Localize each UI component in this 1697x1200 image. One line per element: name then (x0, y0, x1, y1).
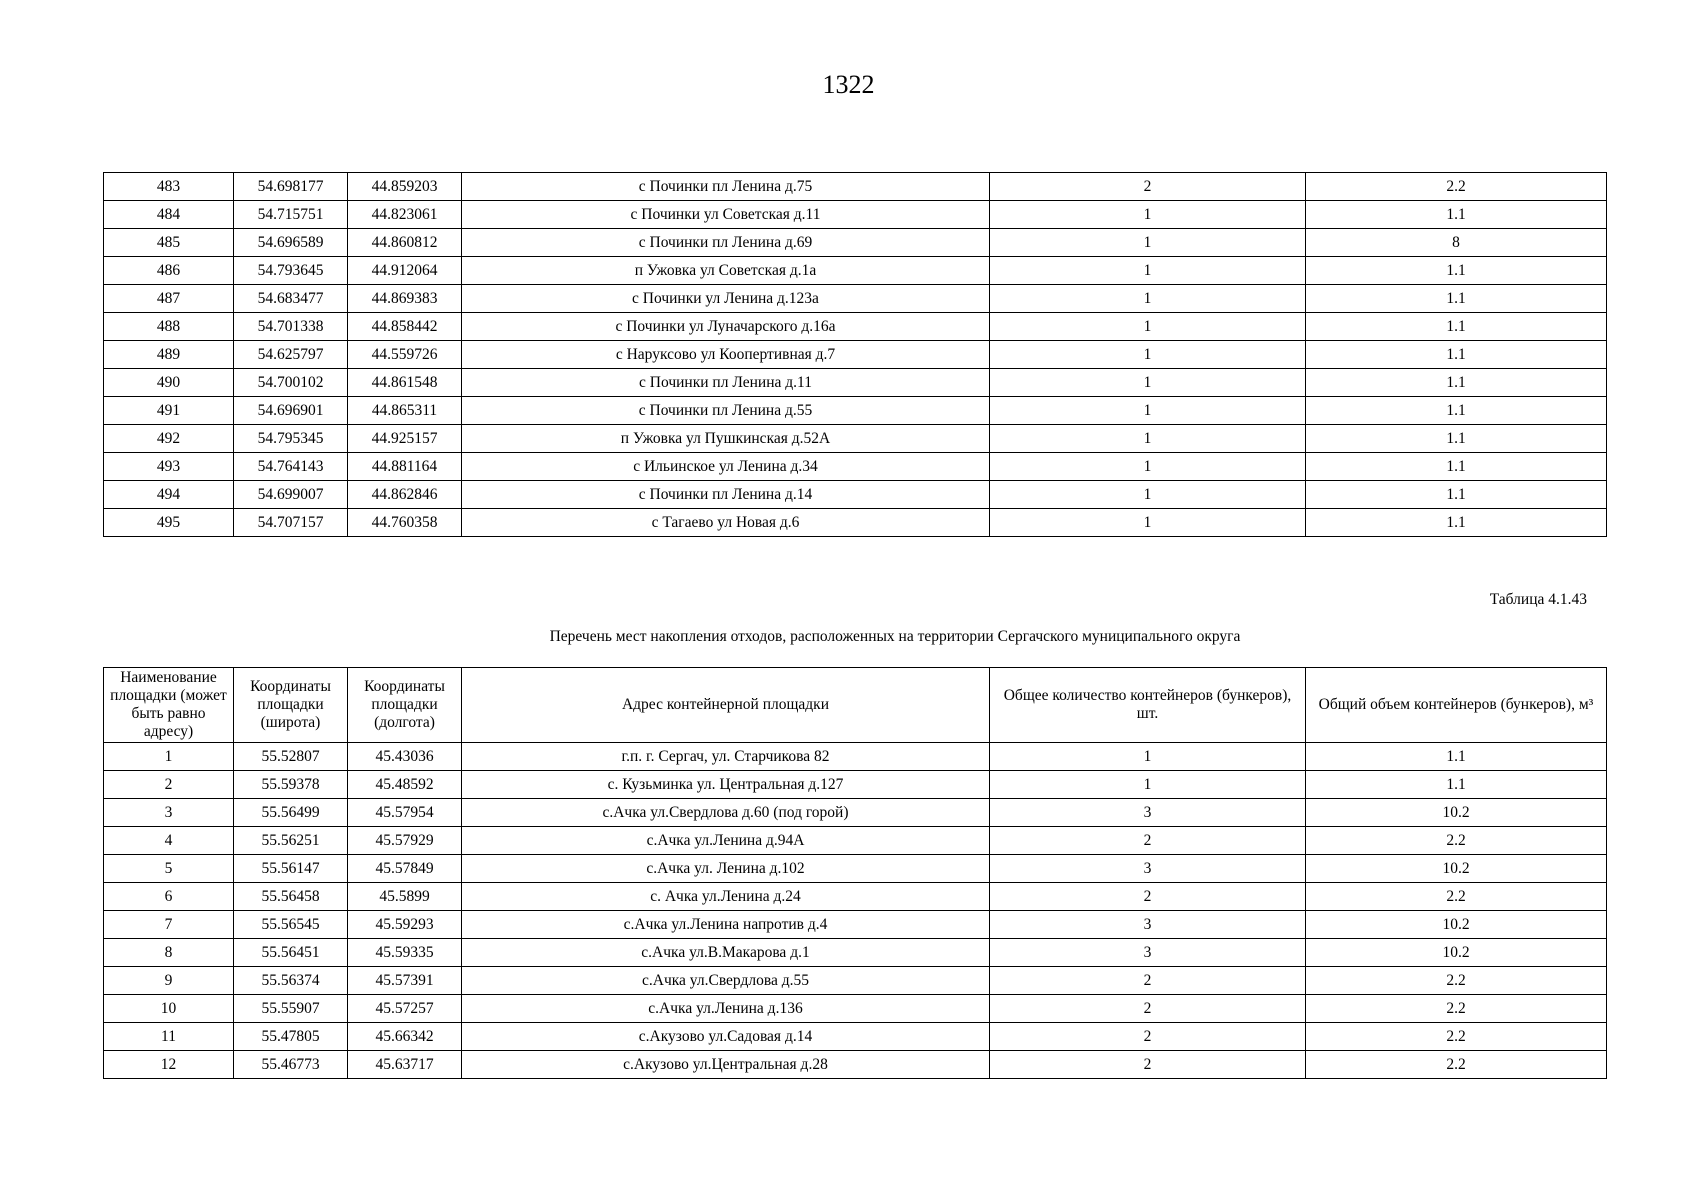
cell-container-count: 1 (990, 229, 1306, 257)
cell-longitude: 45.48592 (348, 771, 462, 799)
cell-latitude: 55.59378 (234, 771, 348, 799)
cell-site-name: 6 (104, 883, 234, 911)
cell-longitude: 45.63717 (348, 1051, 462, 1079)
cell-site-name: 489 (104, 341, 234, 369)
cell-longitude: 44.925157 (348, 425, 462, 453)
cell-site-name: 492 (104, 425, 234, 453)
table-row (104, 911, 1607, 939)
cell-site-name: 490 (104, 369, 234, 397)
cell-address: п Ужовка ул Пушкинская д.52А (462, 425, 990, 453)
cell-latitude: 54.795345 (234, 425, 348, 453)
cell-longitude: 44.881164 (348, 453, 462, 481)
cell-latitude: 54.764143 (234, 453, 348, 481)
cell-container-count: 1 (990, 313, 1306, 341)
cell-latitude: 55.55907 (234, 995, 348, 1023)
cell-address: с.Ачка ул.Свердлова д.55 (462, 967, 990, 995)
cell-latitude: 54.701338 (234, 313, 348, 341)
cell-longitude: 45.59293 (348, 911, 462, 939)
table-row (104, 425, 1607, 453)
header-container-volume: Общий объем контейнеров (бункеров), м³ (1306, 668, 1607, 743)
cell-container-volume: 1.1 (1306, 771, 1607, 799)
cell-address: с.Акузово ул.Центральная д.28 (462, 1051, 990, 1079)
cell-site-name: 491 (104, 397, 234, 425)
cell-container-volume: 2.2 (1306, 883, 1607, 911)
cell-address: г.п. г. Сергач, ул. Старчикова 82 (462, 743, 990, 771)
cell-container-volume: 2.2 (1306, 967, 1607, 995)
header-site-name: Наименование площадки (может быть равно адресу) (104, 668, 234, 743)
cell-latitude: 55.46773 (234, 1051, 348, 1079)
header-container-count: Общее количество контейнеров (бункеров), шт. (990, 668, 1306, 743)
cell-site-name: 486 (104, 257, 234, 285)
cell-container-volume: 8 (1306, 229, 1607, 257)
cell-site-name: 2 (104, 771, 234, 799)
cell-container-volume: 2.2 (1306, 173, 1607, 201)
table-row (104, 313, 1607, 341)
cell-container-volume: 10.2 (1306, 855, 1607, 883)
cell-site-name: 495 (104, 509, 234, 537)
cell-longitude: 44.559726 (348, 341, 462, 369)
cell-container-volume: 1.1 (1306, 743, 1607, 771)
cell-address: с Ильинское ул Ленина д.34 (462, 453, 990, 481)
cell-container-count: 2 (990, 883, 1306, 911)
table-row (104, 369, 1607, 397)
previous-table-body (104, 173, 1607, 537)
table-row (104, 453, 1607, 481)
table-row (104, 201, 1607, 229)
cell-address: с. Кузьминка ул. Центральная д.127 (462, 771, 990, 799)
cell-latitude: 55.47805 (234, 1023, 348, 1051)
cell-container-count: 3 (990, 939, 1306, 967)
table-row (104, 743, 1607, 771)
cell-container-count: 1 (990, 285, 1306, 313)
cell-container-count: 1 (990, 743, 1306, 771)
cell-container-count: 1 (990, 453, 1306, 481)
cell-container-volume: 10.2 (1306, 911, 1607, 939)
cell-address: с.Ачка ул. Ленина д.102 (462, 855, 990, 883)
cell-latitude: 54.700102 (234, 369, 348, 397)
cell-address: с Починки ул Ленина д.123а (462, 285, 990, 313)
cell-container-volume: 2.2 (1306, 1023, 1607, 1051)
cell-container-count: 2 (990, 1023, 1306, 1051)
table-row (104, 995, 1607, 1023)
cell-longitude: 44.865311 (348, 397, 462, 425)
cell-longitude: 45.59335 (348, 939, 462, 967)
cell-site-name: 7 (104, 911, 234, 939)
cell-container-volume: 1.1 (1306, 481, 1607, 509)
cell-longitude: 44.760358 (348, 509, 462, 537)
cell-container-volume: 2.2 (1306, 827, 1607, 855)
cell-container-volume: 1.1 (1306, 201, 1607, 229)
table-row (104, 855, 1607, 883)
cell-container-count: 1 (990, 257, 1306, 285)
cell-address: с Тагаево ул Новая д.6 (462, 509, 990, 537)
cell-address: с.Ачка ул.Свердлова д.60 (под горой) (462, 799, 990, 827)
cell-container-volume: 10.2 (1306, 939, 1607, 967)
cell-container-count: 2 (990, 173, 1306, 201)
cell-address: с Починки пл Ленина д.14 (462, 481, 990, 509)
cell-address: с Наруксово ул Коопертивная д.7 (462, 341, 990, 369)
waste-sites-table-body (104, 743, 1607, 1079)
table-row (104, 229, 1607, 257)
cell-container-count: 3 (990, 799, 1306, 827)
cell-site-name: 493 (104, 453, 234, 481)
cell-latitude: 54.715751 (234, 201, 348, 229)
cell-container-volume: 1.1 (1306, 285, 1607, 313)
cell-site-name: 487 (104, 285, 234, 313)
cell-longitude: 45.5899 (348, 883, 462, 911)
cell-container-volume: 1.1 (1306, 341, 1607, 369)
table-row (104, 967, 1607, 995)
table-row (104, 771, 1607, 799)
cell-longitude: 45.57849 (348, 855, 462, 883)
cell-latitude: 55.56451 (234, 939, 348, 967)
cell-address: с Починки ул Луначарского д.16а (462, 313, 990, 341)
cell-container-volume: 1.1 (1306, 453, 1607, 481)
cell-address: с.Ачка ул.Ленина д.94А (462, 827, 990, 855)
cell-container-count: 2 (990, 827, 1306, 855)
table-row (104, 397, 1607, 425)
cell-latitude: 55.56147 (234, 855, 348, 883)
table-row (104, 285, 1607, 313)
table-row (104, 1023, 1607, 1051)
table-header-row (104, 668, 1607, 743)
cell-address: с Починки ул Советская д.11 (462, 201, 990, 229)
cell-site-name: 488 (104, 313, 234, 341)
table-label: Таблица 4.1.43 (1489, 591, 1587, 608)
cell-longitude: 44.861548 (348, 369, 462, 397)
cell-address: с.Акузово ул.Садовая д.14 (462, 1023, 990, 1051)
table-row (104, 257, 1607, 285)
cell-address: с.Ачка ул.Ленина напротив д.4 (462, 911, 990, 939)
cell-site-name: 483 (104, 173, 234, 201)
cell-longitude: 44.912064 (348, 257, 462, 285)
cell-site-name: 12 (104, 1051, 234, 1079)
cell-site-name: 1 (104, 743, 234, 771)
header-latitude: Координаты площадки (широта) (234, 668, 348, 743)
waste-sites-table (103, 667, 1607, 1079)
header-address: Адрес контейнерной площадки (462, 668, 990, 743)
cell-container-count: 2 (990, 1051, 1306, 1079)
cell-site-name: 10 (104, 995, 234, 1023)
cell-container-volume: 1.1 (1306, 397, 1607, 425)
cell-address: с. Ачка ул.Ленина д.24 (462, 883, 990, 911)
cell-container-volume: 1.1 (1306, 509, 1607, 537)
cell-container-count: 1 (990, 481, 1306, 509)
cell-latitude: 54.699007 (234, 481, 348, 509)
cell-latitude: 55.56251 (234, 827, 348, 855)
cell-container-count: 1 (990, 397, 1306, 425)
cell-site-name: 494 (104, 481, 234, 509)
cell-site-name: 4 (104, 827, 234, 855)
cell-container-count: 1 (990, 341, 1306, 369)
cell-container-count: 2 (990, 995, 1306, 1023)
cell-site-name: 11 (104, 1023, 234, 1051)
cell-longitude: 45.57929 (348, 827, 462, 855)
cell-latitude: 54.696589 (234, 229, 348, 257)
cell-container-volume: 1.1 (1306, 425, 1607, 453)
cell-site-name: 5 (104, 855, 234, 883)
table-row (104, 799, 1607, 827)
cell-latitude: 55.56545 (234, 911, 348, 939)
cell-latitude: 55.52807 (234, 743, 348, 771)
cell-latitude: 54.625797 (234, 341, 348, 369)
table-row (104, 883, 1607, 911)
cell-site-name: 9 (104, 967, 234, 995)
cell-longitude: 44.823061 (348, 201, 462, 229)
cell-address: с.Ачка ул.Ленина д.136 (462, 995, 990, 1023)
previous-table (103, 172, 1607, 537)
cell-container-volume: 1.1 (1306, 313, 1607, 341)
table-row (104, 173, 1607, 201)
cell-container-count: 1 (990, 771, 1306, 799)
cell-address: с Починки пл Ленина д.75 (462, 173, 990, 201)
cell-container-count: 3 (990, 911, 1306, 939)
cell-longitude: 45.66342 (348, 1023, 462, 1051)
header-longitude: Координаты площадки (долгота) (348, 668, 462, 743)
cell-container-count: 1 (990, 201, 1306, 229)
cell-container-count: 3 (990, 855, 1306, 883)
cell-site-name: 485 (104, 229, 234, 257)
cell-longitude: 44.860812 (348, 229, 462, 257)
cell-container-volume: 1.1 (1306, 369, 1607, 397)
table-row (104, 509, 1607, 537)
cell-address: с Починки пл Ленина д.11 (462, 369, 990, 397)
cell-latitude: 54.696901 (234, 397, 348, 425)
cell-address: с.Ачка ул.В.Макарова д.1 (462, 939, 990, 967)
cell-latitude: 54.793645 (234, 257, 348, 285)
cell-longitude: 44.862846 (348, 481, 462, 509)
cell-address: с Починки пл Ленина д.69 (462, 229, 990, 257)
table-row (104, 939, 1607, 967)
cell-longitude: 45.57257 (348, 995, 462, 1023)
cell-container-volume: 1.1 (1306, 257, 1607, 285)
cell-latitude: 54.707157 (234, 509, 348, 537)
cell-site-name: 3 (104, 799, 234, 827)
cell-site-name: 484 (104, 201, 234, 229)
cell-longitude: 45.57954 (348, 799, 462, 827)
cell-container-volume: 2.2 (1306, 995, 1607, 1023)
cell-address: с Починки пл Ленина д.55 (462, 397, 990, 425)
cell-container-count: 1 (990, 425, 1306, 453)
cell-longitude: 44.859203 (348, 173, 462, 201)
cell-longitude: 44.869383 (348, 285, 462, 313)
cell-latitude: 54.698177 (234, 173, 348, 201)
table-caption: Перечень мест накопления отходов, расположенных на территории Сергачского муниципального округа (549, 628, 1241, 645)
table-row (104, 481, 1607, 509)
cell-site-name: 8 (104, 939, 234, 967)
cell-longitude: 45.43036 (348, 743, 462, 771)
table-row (104, 827, 1607, 855)
cell-longitude: 45.57391 (348, 967, 462, 995)
cell-container-count: 2 (990, 967, 1306, 995)
cell-latitude: 55.56374 (234, 967, 348, 995)
cell-longitude: 44.858442 (348, 313, 462, 341)
page-number: 1322 (822, 70, 875, 99)
cell-container-volume: 10.2 (1306, 799, 1607, 827)
table-row (104, 341, 1607, 369)
cell-address: п Ужовка ул Советская д.1а (462, 257, 990, 285)
table-row (104, 1051, 1607, 1079)
cell-container-count: 1 (990, 369, 1306, 397)
cell-latitude: 55.56499 (234, 799, 348, 827)
cell-container-count: 1 (990, 509, 1306, 537)
cell-container-volume: 2.2 (1306, 1051, 1607, 1079)
cell-latitude: 54.683477 (234, 285, 348, 313)
cell-latitude: 55.56458 (234, 883, 348, 911)
